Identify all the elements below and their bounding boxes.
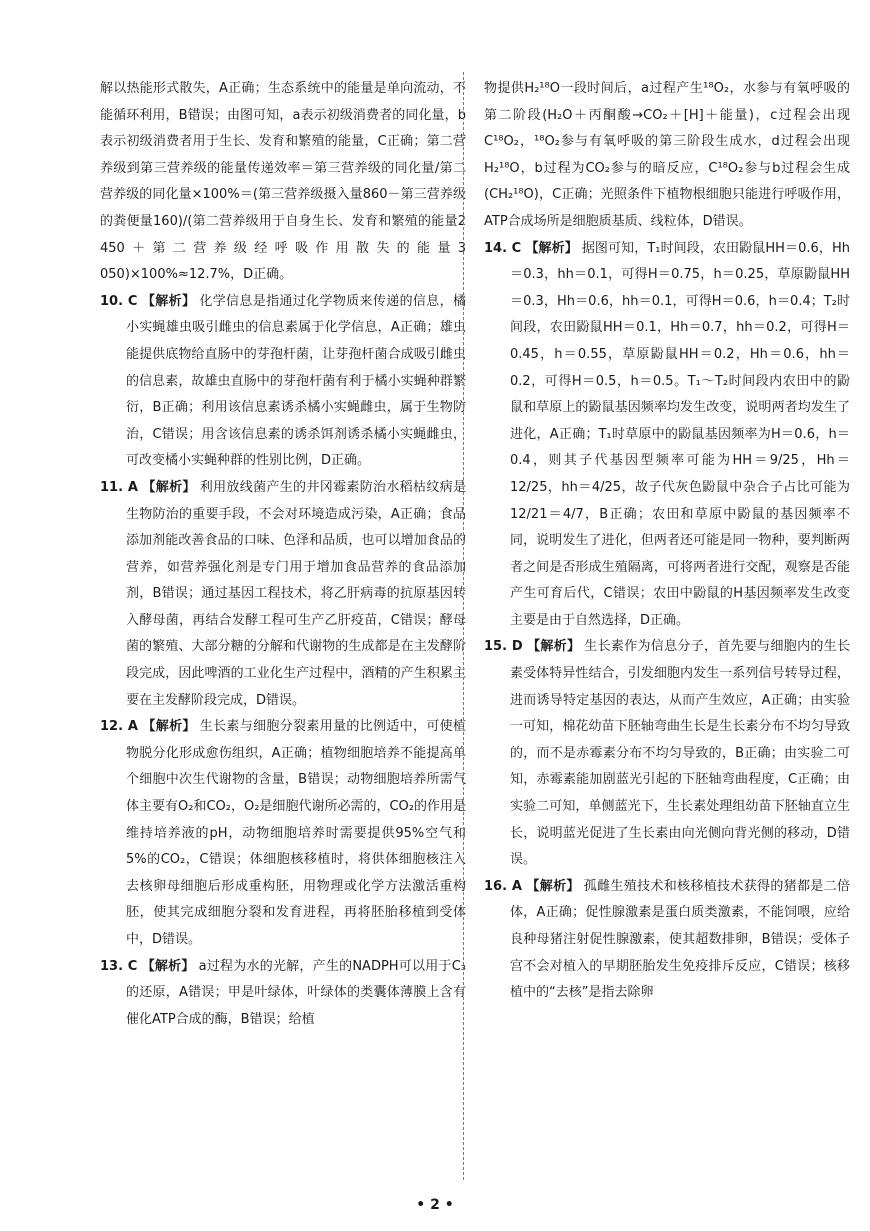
continued-paragraph: 解以热能形式散失，A正确；生态系统中的能量是单向流动，不能循环利用，B错误；由图可知，a表示初级消费者的同化量，b表示初级消费者用于生长、发育和繁殖的能量，C正确；第二营养级到第三营养级的能量传递效率＝第三营养级的同化量/第二营养级的同化量×100%＝(第三营养级摄入量860－第三营养级的粪便量160)/(第二营养级用于自身生长、发育和繁殖的能量2 450＋第二营养级经呼吸作用散失的能量3 050)×100%≈12.7%，D正确。 xyxy=(100,81,466,283)
item-number: 13. C xyxy=(100,958,138,974)
left-column xyxy=(100,76,466,1033)
answer-item-11 xyxy=(100,475,466,714)
answer-item-14 xyxy=(484,236,850,635)
analysis-tag: 【解析】 xyxy=(525,240,578,256)
item-text: a过程为水的光解，产生的NADPH可以用于C₃的还原，A错误；甲是叶绿体，叶绿体的类囊体薄膜上含有催化ATP合成的酶，B错误；给植 xyxy=(126,958,466,1027)
item-text: 据图可知，T₁时间段，农田鼢鼠HH＝0.6，Hh＝0.3，hh＝0.1，可得H＝0.75，h＝0.25，草原鼢鼠HH＝0.3，Hh＝0.6，hh＝0.1，可得H＝0.6，h＝0.4；T₂时间段，农田鼢鼠HH＝0.1，Hh＝0.7，hh＝0.2，可得H＝0.45，h＝0.55，草原鼢鼠HH＝0.2，Hh＝0.6，hh＝0.2，可得H＝0.5，h＝0.5。T₁～T₂时间段内农田中的鼢鼠和草原上的鼢鼠基因频率均发生改变，说明两者均发生了进化，A正确；T₁时草原中的鼢鼠基因频率为H＝0.6，h＝0.4，则其子代基因型频率可能为HH＝9/25，Hh＝12/25，hh＝4/25，故子代灰色鼢鼠中杂合子占比可能为12/21＝4/7，B正确；农田和草原中鼢鼠的基因频率不同，说明发生了进化，但两者还可能是同一物种，要判断两者之间是否形成生殖隔离，可将两者进行交配，观察是否能产生可育后代，C错误；农田中鼢鼠的H基因频率发生改变主要是由于自然选择，D正确。 xyxy=(510,240,850,628)
analysis-tag: 【解析】 xyxy=(526,878,580,894)
item-text: 生长素与细胞分裂素用量的比例适中，可使植物脱分化形成愈伤组织，A正确；植物细胞培养不能提高单个细胞中次生代谢物的含量，B错误；动物细胞培养所需气体主要有O₂和CO₂，O₂是细胞代谢所必需的，CO₂的作用是维持培养液的pH，动物细胞培养时需要提供95%空气和5%的CO₂，C错误；体细胞核移植时，将供体细胞核注入去核卵母细胞后形成重构胚，用物理或化学方法激活重构胚，使其完成细胞分裂和发育进程，再将胚胎移植到受体中，D错误。 xyxy=(126,719,466,947)
answer-item-12 xyxy=(100,714,466,953)
item-text: 利用放线菌产生的井冈霉素防治水稻枯纹病是生物防治的重要手段，不会对环境造成污染，A正确；食品添加剂能改善食品的口味、色泽和品质，也可以增加食品的营养，如营养强化剂是专门用于增加食品营养的食品添加剂，B错误；通过基因工程技术，将乙肝病毒的抗原基因转入酵母菌，再结合发酵工程可生产乙肝疫苗，C错误；酵母菌的繁殖、大部分糖的分解和代谢物的生成都是在主发酵阶段完成，因此啤酒的工业化生产过程中，酒精的产生积累主要在主发酵阶段完成，D错误。 xyxy=(126,479,466,708)
answer-item-16 xyxy=(484,874,850,1007)
continued-paragraph: 物提供H₂¹⁸O一段时间后，a过程产生¹⁸O₂，水参与有氧呼吸的第二阶段(H₂O＋丙酮酸→CO₂＋[H]＋能量)，c过程会出现C¹⁸O₂，¹⁸O₂参与有氧呼吸的第三阶段生成水，d过程会出现H₂¹⁸O，b过程为CO₂参与的暗反应，C¹⁸O₂参与b过程会生成(CH₂¹⁸O)，C正确；光照条件下植物根细胞只能进行呼吸作用，ATP合成场所是细胞质基质、线粒体，D错误。 xyxy=(484,81,850,229)
item-number: 10. C xyxy=(100,293,138,309)
answer-item-15 xyxy=(484,634,850,873)
item-number: 11. A xyxy=(100,479,138,495)
right-column xyxy=(484,76,850,1007)
item-text: 孤雌生殖技术和核移植技术获得的猪都是二倍体，A正确；促性腺激素是蛋白质类激素，不能饲喂，应给良种母猪注射促性腺激素，使其超数排卵，B错误；受体子宫不会对植入的早期胚胎发生免疫排斥反应，C错误；核移植中的“去核”是指去除卵 xyxy=(510,878,850,1001)
answer-item-13 xyxy=(100,954,466,1034)
analysis-tag: 【解析】 xyxy=(141,958,195,974)
page-number: • 2 • xyxy=(416,1197,454,1213)
answer-item-10 xyxy=(100,289,466,475)
item-number: 12. A xyxy=(100,719,138,735)
analysis-tag: 【解析】 xyxy=(527,639,581,655)
column-divider xyxy=(463,72,464,1180)
analysis-tag: 【解析】 xyxy=(142,479,196,495)
analysis-tag: 【解析】 xyxy=(142,719,196,735)
item-number: 16. A xyxy=(484,878,522,894)
item-text: 化学信息是指通过化学物质来传递的信息，橘小实蝇雄虫吸引雌虫的信息素属于化学信息，A正确；雄虫能提供底物给直肠中的芽孢杆菌，让芽孢杆菌合成吸引雌虫的信息素，故雄虫直肠中的芽孢杆菌有利于橘小实蝇种群繁衍，B正确；利用该信息素诱杀橘小实蝇雌虫，属于生物防治，C错误；用含该信息素的诱杀饵剂诱杀橘小实蝇雌虫，可改变橘小实蝇种群的性别比例，D正确。 xyxy=(126,293,466,469)
item-number: 14. C xyxy=(484,240,522,256)
analysis-tag: 【解析】 xyxy=(141,293,196,309)
item-number: 15. D xyxy=(484,639,523,655)
item-text: 生长素作为信息分子，首先要与细胞内的生长素受体特异性结合，引发细胞内发生一系列信号转导过程，进而诱导特定基因的表达，从而产生效应，A正确；由实验一可知，棉花幼苗下胚轴弯曲生长是生长素分布不均匀导致的，而不是赤霉素分布不均匀导致的，B正确；由实验二可知，赤霉素能加剧蓝光引起的下胚轴弯曲程度，C正确；由实验二可知，单侧蓝光下，生长素处理组幼苗下胚轴直立生长，说明蓝光促进了生长素由向光侧向背光侧的移动，D错误。 xyxy=(510,639,850,868)
